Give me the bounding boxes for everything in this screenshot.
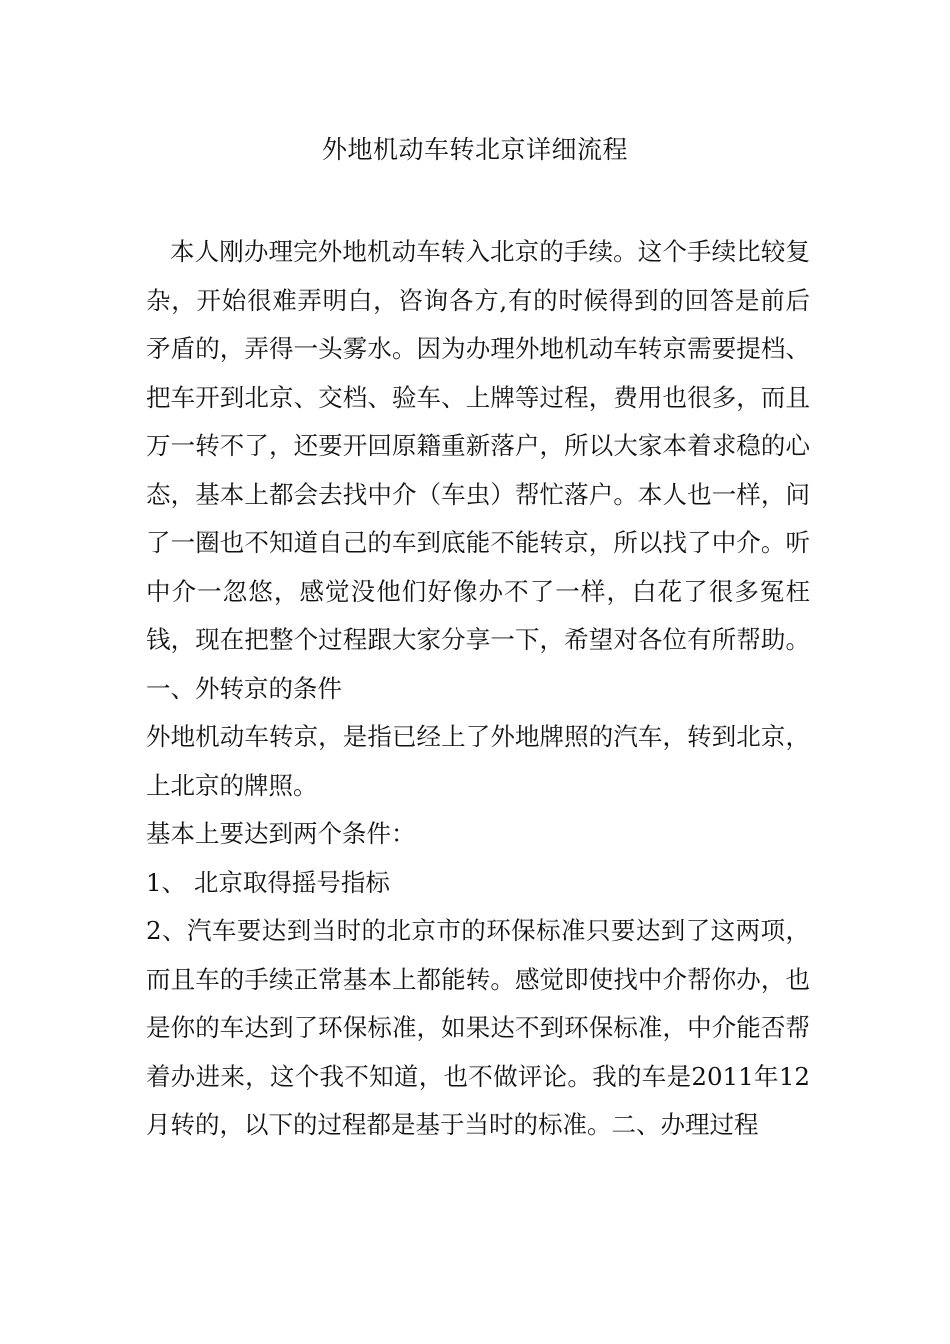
paragraph-conditions-heading: 基本上要达到两个条件： [146,819,416,848]
paragraph-intro: 本人刚办理完外地机动车转入北京的手续。这个手续比较复杂，开始很难弄明白，咨询各方,有的时候得到的回答是前后矛盾的，弄得一头雾水。因为办理外地机动车转京需要提档、把车开到北京、交档、验车、上牌等过程，费用也很多，而且万一转不了，还要开回原籍重新落户，所以大家本着求稳的心态，基本上都会去找中介（车虫）帮忙落户。本人也一样，问了一圈也不知道自己的车到底能不能转京，所以找了中介。听中介一忽悠，感觉没他们好像办不了一样，白花了很多冤枉钱，现在把整个过程跟大家分享一下，希望对各位有所帮助。一、外转京的条件 [146,237,810,703]
document-body [146,228,810,1150]
paragraph-condition-1: 1、 北京取得摇号指标 [146,867,390,897]
document-title: 外地机动车转北京详细流程 [321,135,628,164]
paragraph-condition-2: 2、汽车要达到当时的北京市的环保标准只要达到了这两项，而且车的手续正常基本上都能转。感觉即使找中介帮你办，也是你的车达到了环保标准，如果达不到环保标准，中介能否帮着办进来，这个我不知道，也不做评论。我的车是2011年12月转的，以下的过程都是基于当时的标准。二、办理过程 [146,916,810,1139]
paragraph-definition: 外地机动车转京，是指已经上了外地牌照的汽车，转到北京，上北京的牌照。 [146,722,810,800]
